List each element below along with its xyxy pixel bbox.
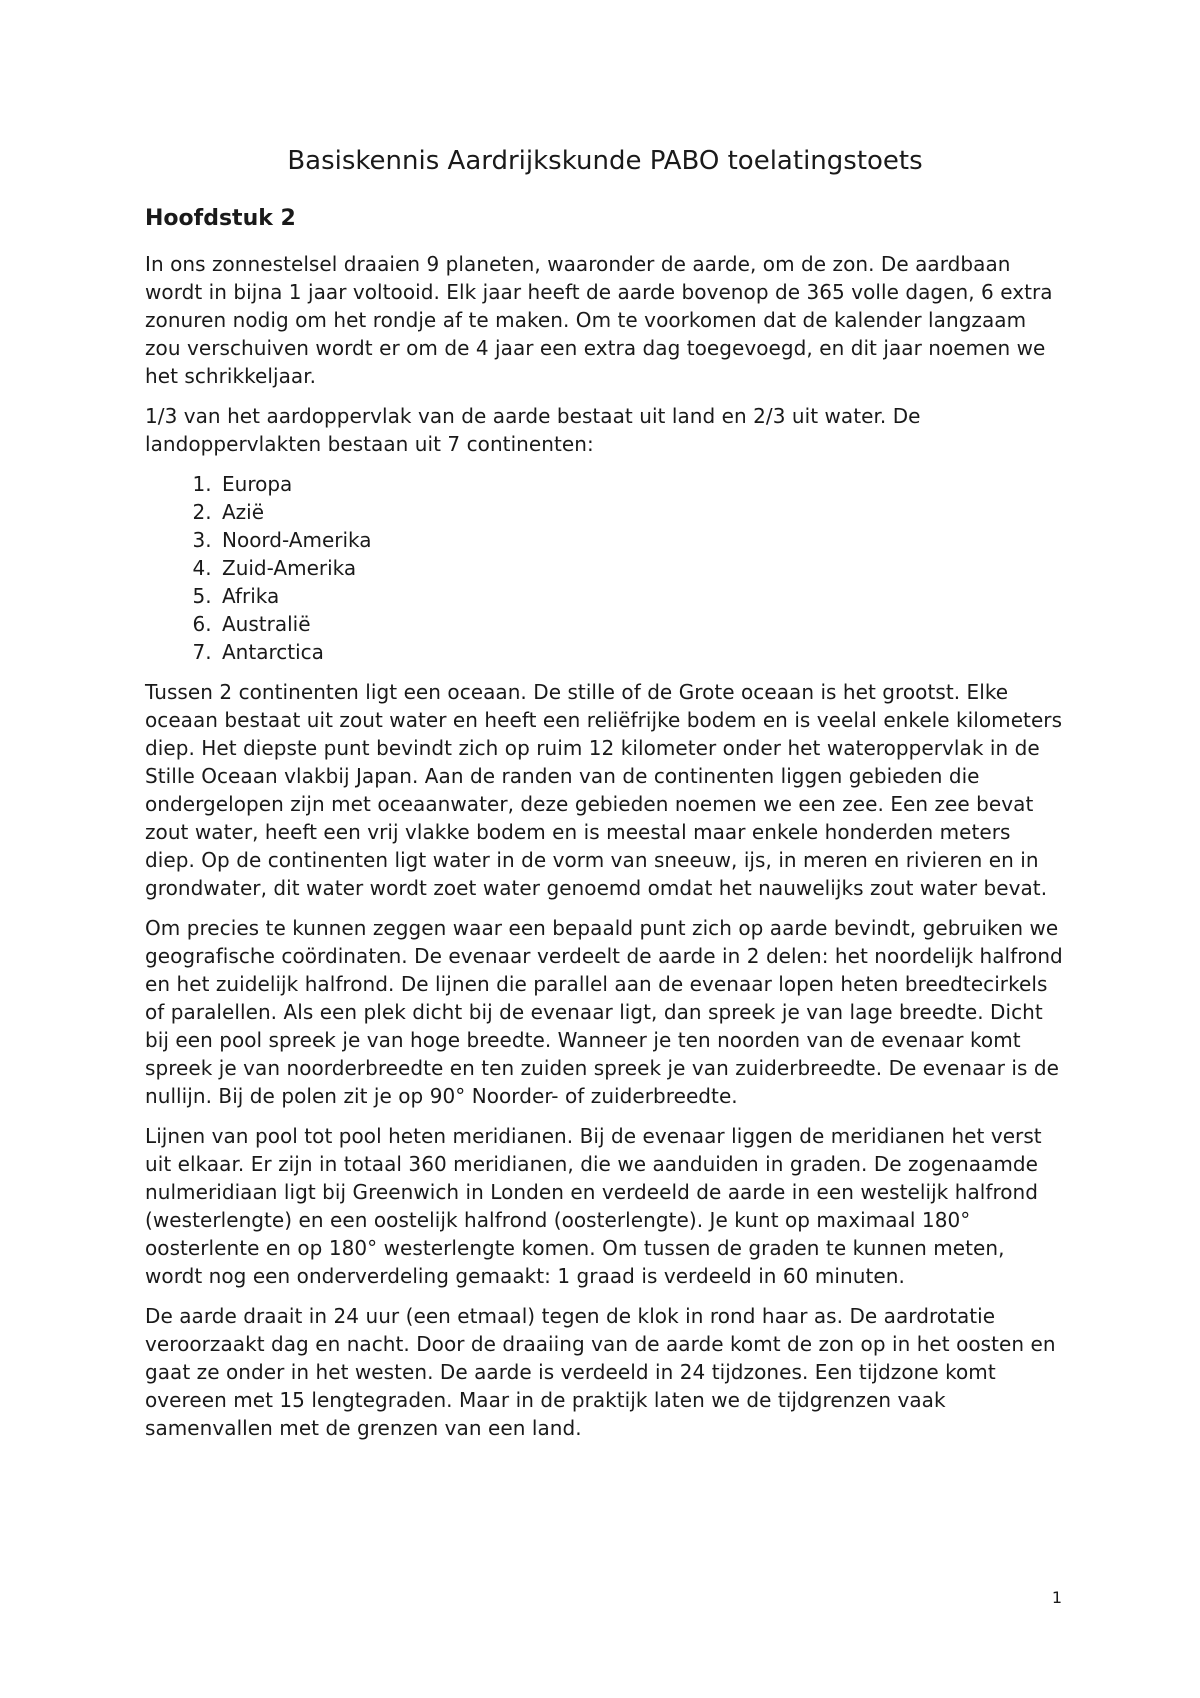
list-item: 7. Antarctica bbox=[218, 638, 1065, 666]
chapter-heading: Hoofdstuk 2 bbox=[145, 205, 296, 231]
list-item: 1. Europa bbox=[218, 470, 1065, 498]
list-item: 4. Zuid-Amerika bbox=[218, 554, 1065, 582]
paragraph-meridians: Lijnen van pool tot pool heten meridianen. Bij de evenaar liggen de meridianen het verst uit elkaar. Er zijn in totaal 360 meridianen, die we aanduiden in graden. De zogenaamde nulmeridiaan ligt bij Greenwich in Londen en verdeeld de aarde in een westelijk halfrond (westerlengte) en een oostelijk halfrond (oosterlengte). Je kunt op maximaal 180° oosterlente en op 180° westerlengte komen. Om tussen de graden te kunnen meten, wordt nog een onderverdeling gemaakt: 1 graad is verdeeld in 60 minuten. bbox=[145, 1124, 1042, 1289]
continent-list bbox=[145, 470, 1065, 666]
paragraph-rotation: De aarde draait in 24 uur (een etmaal) tegen de klok in rond haar as. De aardrotatie veroorzaakt dag en nacht. Door de draaiing van de aarde komt de zon op in het oosten en gaat ze onder in het westen. De aarde is verdeeld in 24 tijdzones. Een tijdzone komt overeen met 15 lengtegraden. Maar in de praktijk laten we de tijdgrenzen vaak samenvallen met de grenzen van een land. bbox=[145, 1304, 1056, 1441]
list-item: 6. Australië bbox=[218, 610, 1065, 638]
list-item: 3. Noord-Amerika bbox=[218, 526, 1065, 554]
paragraph-oceans: Tussen 2 continenten ligt een oceaan. De stille of de Grote oceaan is het grootst. Elke oceaan bestaat uit zout water en heeft een reliëfrijke bodem en is veelal enkele kilometers diep. Het diepste punt bevindt zich op ruim 12 kilometer onder het wateroppervlak in de Stille Oceaan vlakbij Japan. Aan de randen van de continenten liggen gebieden die ondergelopen zijn met oceaanwater, deze gebieden noemen we een zee. Een zee bevat zout water, heeft een vrij vlakke bodem en is meestal maar enkele honderden meters diep. Op de continenten ligt water in de vorm van sneeuw, ijs, in meren en rivieren en in grondwater, dit water wordt zoet water genoemd omdat het nauwelijks zout water bevat. bbox=[145, 680, 1063, 901]
paragraph-solar-system: In ons zonnestelsel draaien 9 planeten, waaronder de aarde, om de zon. De aardbaan wordt in bijna 1 jaar voltooid. Elk jaar heeft de aarde bovenop de 365 volle dagen, 6 extra zonuren nodig om het rondje af te maken. Om te voorkomen dat de kalender langzaam zou verschuiven wordt er om de 4 jaar een extra dag toegevoegd, en dit jaar noemen we het schrikkeljaar. bbox=[145, 252, 1053, 389]
document-title: Basiskennis Aardrijkskunde PABO toelatingstoets bbox=[287, 146, 923, 176]
list-item: 2. Azië bbox=[218, 498, 1065, 526]
paragraph-latitude: Om precies te kunnen zeggen waar een bepaald punt zich op aarde bevindt, gebruiken we geografische coördinaten. De evenaar verdeelt de aarde in 2 delen: het noordelijk halfrond en het zuidelijk halfrond. De lijnen die parallel aan de evenaar lopen heten breedtecirkels of paralellen. Als een plek dicht bij de evenaar ligt, dan spreek je van lage breedte. Dicht bij een pool spreek je van hoge breedte. Wanneer je ten noorden van de evenaar komt spreek je van noorderbreedte en ten zuiden spreek je van zuiderbreedte. De evenaar is de nullijn. Bij de polen zit je op 90° Noorder- of zuiderbreedte. bbox=[145, 916, 1063, 1109]
page-number: 1 bbox=[1051, 1588, 1062, 1607]
paragraph-land-water: 1/3 van het aardoppervlak van de aarde bestaat uit land en 2/3 uit water. De landoppervlakten bestaan uit 7 continenten: bbox=[145, 404, 921, 457]
list-item: 5. Afrika bbox=[218, 582, 1065, 610]
